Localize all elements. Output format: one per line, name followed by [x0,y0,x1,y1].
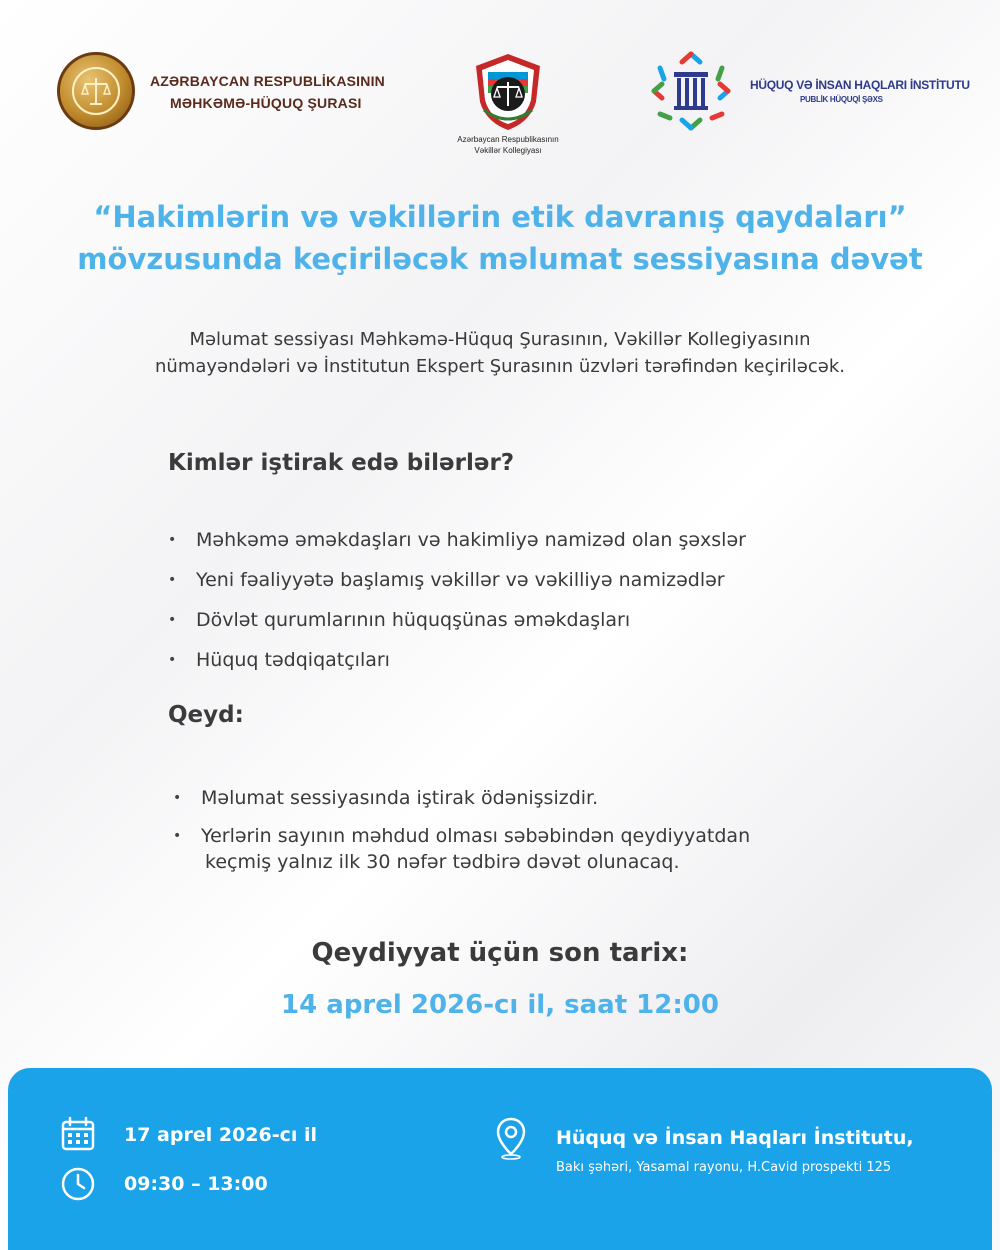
intro-line2: nümayəndələri və İnstitutun Ekspert Şurasının üzvləri tərəfindən keçiriləcək. [155,356,845,377]
intro-line1: Məlumat sessiyası Məhkəmə-Hüquq Şurasının, Vəkillər Kollegiyasının [189,329,811,350]
title-line2: mövzusunda keçiriləcək məlumat sessiyasına dəvət [77,242,923,276]
org1-line2: MƏHKƏMƏ-HÜQUQ ŞURASI [170,95,362,111]
list-item [201,824,750,874]
judicial-council-name [150,70,385,114]
note-item2-line1: • Yerlərin sayının məhdud olması səbəbindən qeydiyyatdan [201,825,751,847]
calendar-icon [60,1116,96,1152]
clock-icon [60,1166,96,1202]
scales-icon [72,67,120,115]
human-rights-institute-name [750,78,970,104]
page-title [20,196,980,280]
judicial-council-seal [57,52,135,130]
note-list [201,786,750,874]
list-item: • Məhkəmə əməkdaşları və hakimliyə namizəd olan şəxslər [196,528,746,568]
note-item2-line2: keçmiş yalnız ilk 30 nəfər tədbirə dəvət olunacaq. [205,851,680,873]
org3-line1: HÜQUQ VƏ İNSAN HAQLARI İNSTİTUTU [750,78,970,92]
org1-line1: AZƏRBAYCAN RESPUBLİKASININ [150,73,385,89]
title-line1: “Hakimlərin və vəkillərin etik davranış qaydaları” [93,200,907,234]
venue-address: Bakı şəhəri, Yasamal rayonu, H.Cavid prospekti 125 [556,1160,892,1175]
participants-list [196,528,746,688]
list-item: • Məlumat sessiyasında iştirak ödənişsizdir. [201,786,750,824]
participants-heading: Kimlər iştirak edə bilərlər? [168,450,515,476]
list-item: • Dövlət qurumlarının hüquqşünas əməkdaşları [196,608,746,648]
event-time: 09:30 – 13:00 [124,1173,268,1195]
bar-association-emblem [470,52,546,132]
note-heading: Qeyd: [168,702,244,728]
venue-name: Hüquq və İnsan Haqları İnstitutu, [556,1127,914,1149]
deadline-value: 14 aprel 2026-cı il, saat 12:00 [281,990,719,1020]
human-rights-institute-logo [648,48,734,134]
bar-association-caption [430,134,586,156]
org3-line2: PUBLİK HÜQUQİ ŞƏXS [800,95,883,104]
org2-line2: Vəkillər Kollegiyası [474,146,542,155]
org2-line1: Azərbaycan Respublikasının [457,135,559,144]
list-item: • Hüquq tədqiqatçıları [196,648,746,688]
list-item: • Yeni fəaliyyətə başlamış vəkillər və vəkilliyə namizədlər [196,568,746,608]
intro-text [20,326,980,380]
location-pin-icon [494,1116,528,1160]
deadline-label: Qeydiyyat üçün son tarix: [311,938,689,968]
event-date: 17 aprel 2026-cı il [124,1124,318,1146]
